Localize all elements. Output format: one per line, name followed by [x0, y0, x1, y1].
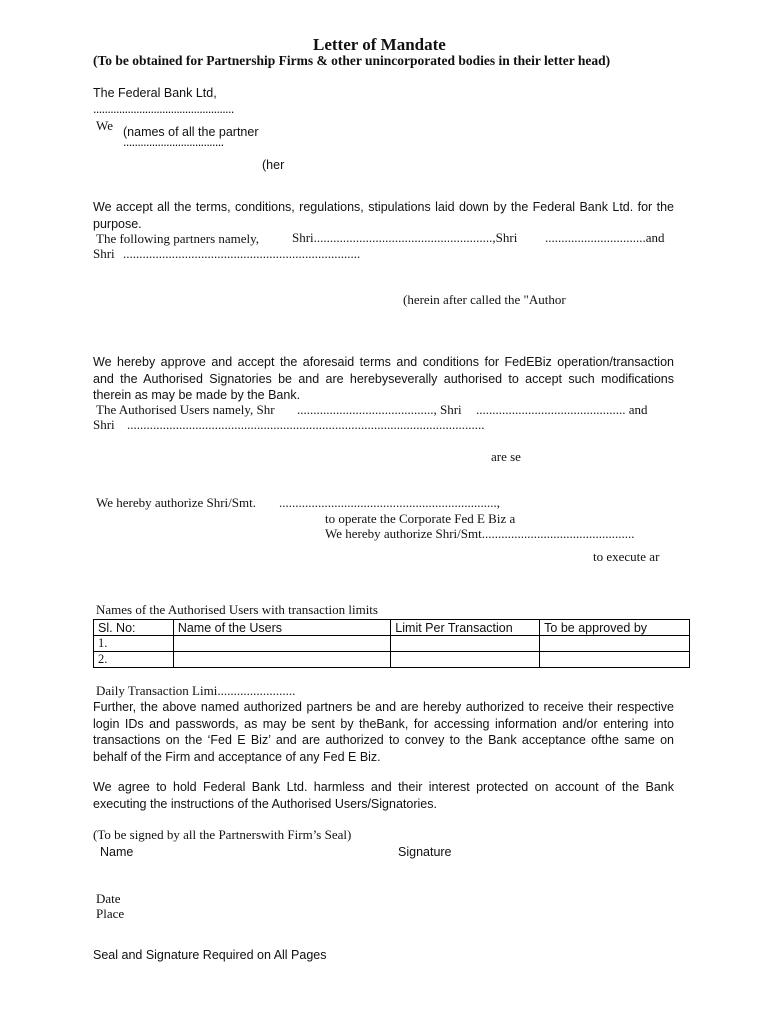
- col-header-name: Name of the Users: [173, 620, 390, 636]
- users-shri-dots: ..............................................................................................................: [127, 418, 485, 432]
- addressee-bank: The Federal Bank Ltd,: [93, 86, 217, 100]
- name-label: Name: [100, 845, 134, 859]
- herein-called: (herein after called the "Author: [403, 293, 566, 307]
- further-paragraph: Further, the above named authorized partners be and are hereby authorized to receive their respective login IDs and passwords, as may be sent by theBank, for accessing information and/or entering into transactions on the ‘Fed E Biz’ and are authorized to convey to the Bank acceptance ofthe same on behalf of the Firm and acceptance of any Fed E Biz.: [93, 700, 674, 764]
- authorize-line3: We hereby authorize Shri/Smt...............................................: [325, 527, 635, 541]
- users-shri-label: Shri: [93, 417, 115, 432]
- daily-limit: Daily Transaction Limi........................: [96, 683, 296, 698]
- authorize-line2: to operate the Corporate Fed E Biz a: [325, 512, 516, 526]
- table-row: [94, 636, 690, 652]
- col-header-approved-by: To be approved by: [540, 620, 690, 636]
- partner-names-hint: (names of all the partner: [123, 125, 259, 139]
- authorize-line1-dots: ...................................................................,: [279, 496, 500, 510]
- authorised-users-table: [93, 619, 690, 668]
- signing-note: (To be signed by all the Partnerswith Firm’s Seal): [93, 827, 352, 842]
- herein-hint: (her: [262, 158, 285, 172]
- table-cell-limit: [391, 652, 540, 668]
- table-cell-name: [173, 636, 390, 652]
- table-cell-limit: [391, 636, 540, 652]
- authorize-line1-label: We hereby authorize Shri/Smt.: [96, 495, 256, 510]
- accept-paragraph: We accept all the terms, conditions, regulations, stipulations laid down by the Federal Bank Ltd. for the purpose.: [93, 200, 674, 231]
- addressee-dots: .................................................: [93, 102, 234, 116]
- users-dots2: .............................................. and: [476, 403, 648, 417]
- col-header-sl-no: Sl. No:: [94, 620, 174, 636]
- partners-shri2-label: Shri: [93, 246, 115, 261]
- table-caption: Names of the Authorised Users with transaction limits: [96, 603, 378, 617]
- page-title: Letter of Mandate: [313, 35, 446, 54]
- table-cell-approved-by: [540, 652, 690, 668]
- users-dots1: .........................................., Shri: [297, 403, 462, 417]
- we-prefix: We: [96, 118, 113, 133]
- authorize-line4: to execute ar: [593, 550, 660, 564]
- partners-shri2-dots: .........................................................................: [123, 247, 361, 261]
- users-intro: The Authorised Users namely, Shr: [96, 402, 275, 417]
- partners-dots-end: ...............................and: [545, 231, 665, 245]
- table-header-row: [94, 620, 690, 636]
- approve-paragraph: We hereby approve and accept the aforesaid terms and conditions for FedEBiz operation/transaction and the Authorised Signatories be and are herebyseverally authorised to accept such modifications therein as may be made by the Bank.: [93, 355, 674, 402]
- table-cell-approved-by: [540, 636, 690, 652]
- partners-shri1: Shri.......................................................,Shri: [292, 231, 518, 245]
- place-label: Place: [96, 907, 125, 921]
- footer-note: Seal and Signature Required on All Pages: [93, 948, 327, 962]
- table-row: [94, 652, 690, 668]
- date-label: Date: [96, 892, 121, 906]
- signature-label: Signature: [398, 845, 452, 859]
- page-subtitle: (To be obtained for Partnership Firms & other unincorporated bodies in their letter head): [93, 53, 611, 68]
- col-header-limit: Limit Per Transaction: [391, 620, 540, 636]
- table-cell-sl-no: 2.: [94, 652, 174, 668]
- table-cell-name: [173, 652, 390, 668]
- partners-intro: The following partners namely,: [96, 231, 260, 246]
- are-se: are se: [491, 450, 521, 464]
- agree-paragraph: We agree to hold Federal Bank Ltd. harmless and their interest protected on account of the Bank executing the instructions of the Authorised Users/Signatories.: [93, 780, 674, 811]
- table-cell-sl-no: 1.: [94, 636, 174, 652]
- partner-names-dots: ...................................: [123, 135, 224, 149]
